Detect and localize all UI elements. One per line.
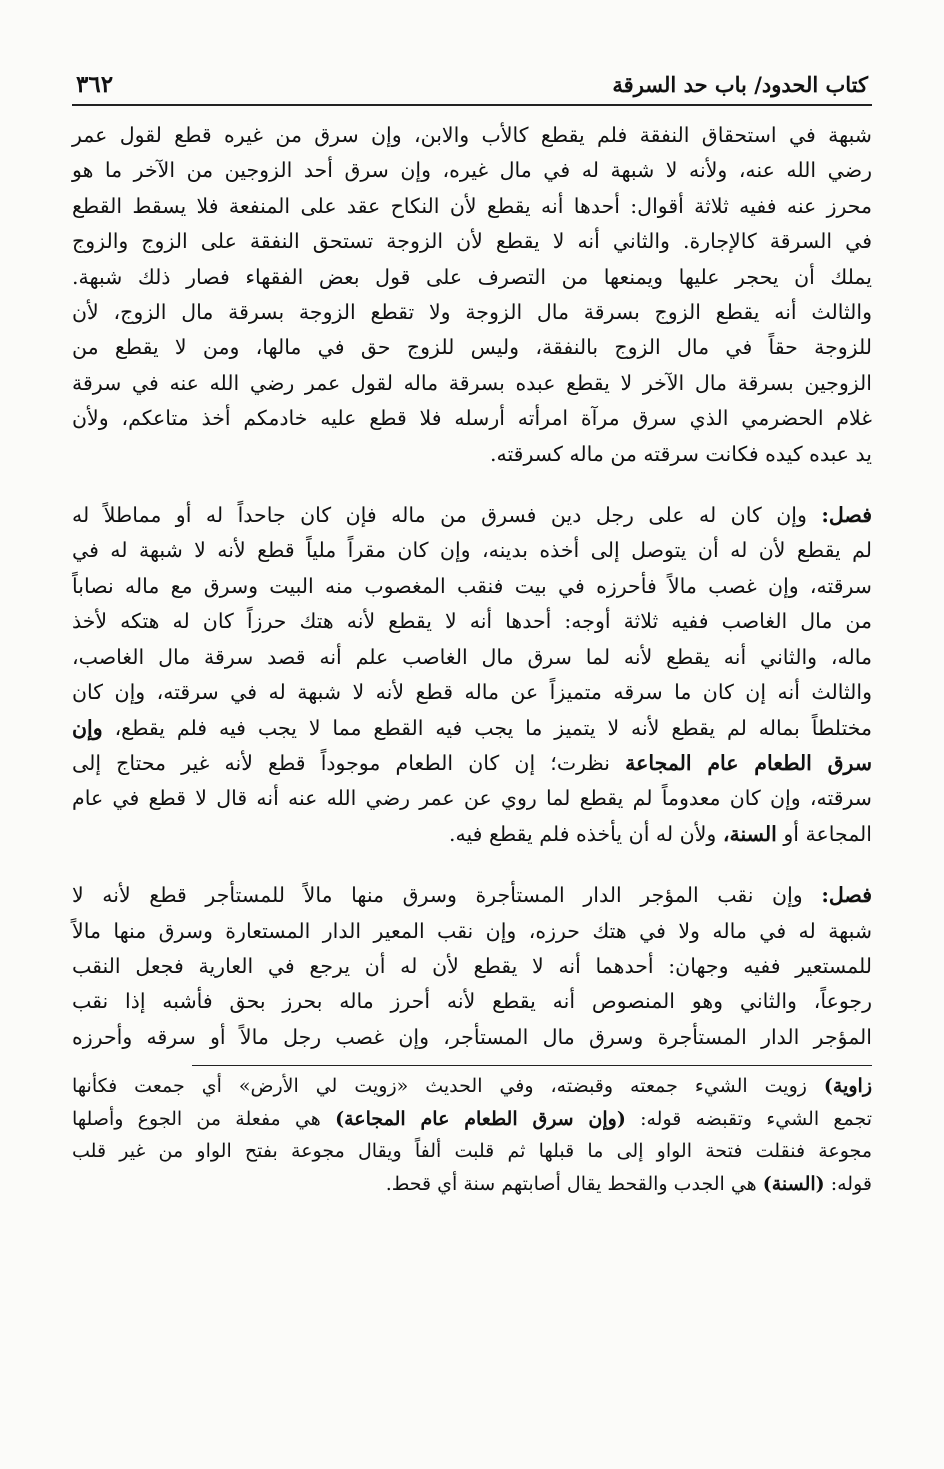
keyword: السنة، (722, 821, 777, 846)
keyword: (السنة) (762, 1172, 825, 1195)
text-line: المؤجر الدار المستأجرة وسرق مال المستأجر، وإن غصب رجل مالاً أو سرقه وأحرزه (72, 1024, 872, 1049)
text-line: مختلطاً بماله لم يقطع لأنه لا يتميز ما يجب فيه القطع مما لا يجب فيه فلم يقطع، وإن (72, 715, 872, 740)
section-label: فصل: (821, 883, 872, 908)
text-line: رجوعاً، والثاني وهو المنصوص أنه يقطع لأنه أحرز ماله بحرز بحق فأشبه إذا نقب (72, 989, 872, 1014)
page-number: ٣٦٢ (76, 71, 114, 98)
text-line: سرق الطعام عام المجاعة نظرت؛ إن كان الطعام موجوداً قطع لأنه غير محتاج إلى (72, 750, 873, 775)
text-line: ماله، والثاني أنه يقطع لأنه لما سرق مال الغاصب علم أنه قصد سرقة مال الغاصب، (72, 644, 872, 669)
text-line: يد عبده كيده فكانت سرقته من ماله كسرقته. (489, 441, 872, 466)
text-line: فصل: وإن نقب المؤجر الدار المستأجرة وسرق منها مالاً للمستأجر قطع لأنه لا (72, 883, 872, 908)
text-line: والثالث أنه إن كان ما سرقه متميزاً عن ماله قطع لأنه لا شبهة له في سرقته، وإن كان (72, 680, 872, 705)
page (72, 70, 872, 1200)
paragraph-1 (72, 118, 872, 472)
text-line: سرقته، وإن غصب مالاً فأحرزه في بيت فنقب المغصوب منه البيت وسرق مع ماله نصاباً (72, 573, 872, 598)
text-line: لم يقطع لأن له أن يتوصل إلى أخذه بدينه، وإن كان مقراً ملياً قطع لأنه لا شبهة له في (72, 538, 872, 563)
footnote (72, 1070, 872, 1200)
text-line: المجاعة أو السنة، ولأن له أن يأخذه فلم يقطع فيه. (448, 821, 872, 846)
keyword: زاوية) (823, 1075, 872, 1098)
running-header (72, 70, 872, 106)
footnote-line: تجمع الشيء وتقبضه قوله: (وإن سرق الطعام عام المجاعة) هي مفعلة من الجوع وأصلها (72, 1107, 873, 1130)
keyword: سرق الطعام عام المجاعة (625, 750, 873, 775)
text-line: سرقته، وإن كان معدوماً لم يقطع لما روي عن عمر رضي الله عنه أنه قال لا قطع في عام (72, 786, 872, 811)
text-line: فصل: وإن كان له على رجل دين فسرق من ماله فإن كان جاحداً له أو مماطلاً له (72, 503, 872, 528)
text-line: شبهة له في ماله ولا في هتك حرزه، وإن نقب المعير الدار المستعارة وسرق منها مالاً (72, 918, 872, 943)
section-label: فصل: (821, 503, 872, 528)
text-line: للمستعير ففيه وجهان: أحدهما أنه لا يقطع لأن له أن يرجع في العارية فجعل النقب (72, 953, 872, 978)
footnote-line: مجوعة فنقلت فتحة الواو إلى ما قبلها ثم قلبت ألفاً ويقال مجوعة بفتح الواو من غير قلب (72, 1140, 872, 1163)
text-line: من مال الغاصب ففيه ثلاثة أوجه: أحدها أنه لا يقطع لأنه هتك حرزاً كان له هتكه لأخذ (72, 609, 872, 634)
header-title: كتاب الحدود/ باب حد السرقة (612, 72, 868, 97)
text-line: شبهة في استحقاق النفقة فلم يقطع كالأب والابن، وإن سرق من غيره قطع لقول عمر (72, 123, 872, 147)
paragraph-3 (72, 878, 872, 1055)
paragraph-2 (72, 498, 872, 852)
text-line: في السرقة كالإجارة. والثاني أنه لا يقطع لأن الزوجة تستحق النفقة على الزوج والزوج (72, 229, 872, 254)
keyword: (وإن سرق الطعام عام المجاعة) (335, 1107, 626, 1130)
text-line: غلام الحضرمي الذي سرق مرآة امرأته أرسله فلا قطع عليه خادمكم أخذ متاعكم، ولأن (72, 406, 872, 431)
text-line: محرز عنه ففيه ثلاثة أقوال: أحدها أنه يقطع لأن النكاح عقد على المنفعة فلا يسقط القطع (72, 193, 872, 218)
text-line: الزوجين بسرقة مال الآخر لا يقطع عبده بسرقة ماله لقول عمر رضي الله عنه في سرقة (72, 370, 872, 395)
text-line: يملك أن يحجر عليها ويمنعها من التصرف على قول بعض الفقهاء فصار ذلك شبهة. (72, 264, 872, 289)
footnote-divider (192, 1065, 872, 1066)
footnote-line: زاوية) زويت الشيء جمعته وقبضته، وفي الحديث «زويت لي الأرض» أي جمعت فكأنها (72, 1075, 872, 1098)
text-line: للزوجة حقاً في مال الزوج بالنفقة، وليس للزوج حق في مالها، ومن لا يقطع من (72, 335, 872, 360)
text-line: رضي الله عنه، ولأنه لا شبهة له في مال غيره، وإن سرق أحد الزوجين من الآخر ما هو (72, 158, 872, 183)
footnote-line: قوله: (السنة) هي الجدب والقحط يقال أصابتهم سنة أي قحط. (385, 1172, 872, 1195)
text-line: والثالث أنه يقطع الزوج بسرقة مال الزوجة ولا تقطع الزوجة بسرقة مال الزوج، لأن (72, 300, 872, 325)
